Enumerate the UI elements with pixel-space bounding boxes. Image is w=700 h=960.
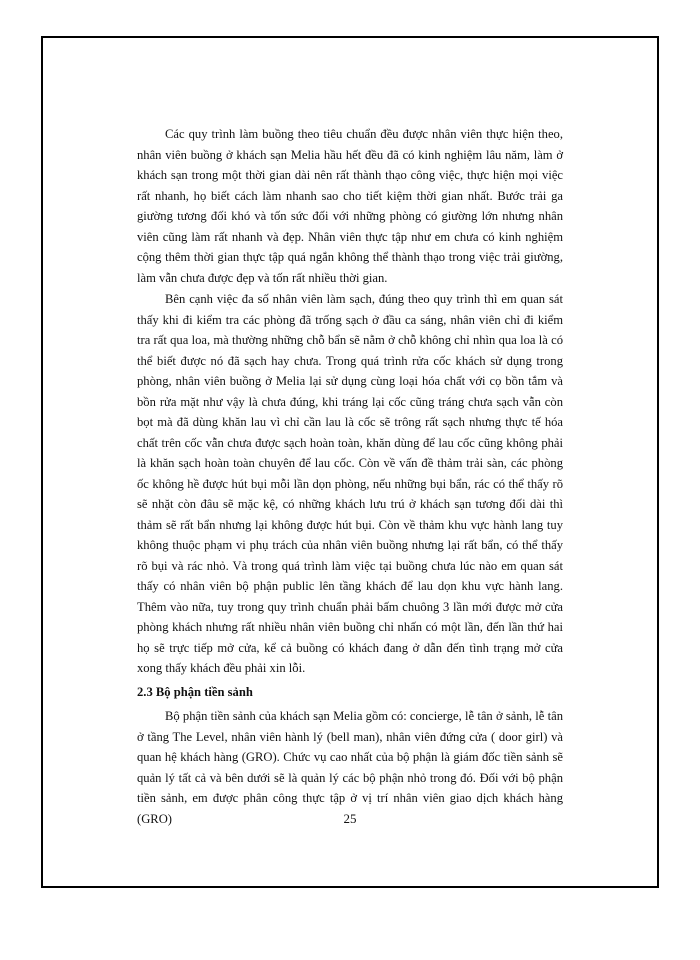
section-heading: 2.3 Bộ phận tiền sảnh (137, 684, 253, 699)
paragraph-front-office: Bộ phận tiền sảnh của khách sạn Melia gồm có: concierge, lễ tân ở sảnh, lễ tân ở tầng The Level, nhân viên hành lý (bell man), nhân viên đứng cửa ( door girl) và quan hệ khách hàng (GRO). Chức vụ cao nhất của bộ phận là giám đốc tiền sảnh sẽ quản lý tất cả và bên dưới sẽ là quản lý các bộ phận nhỏ trong đó. Đối với bộ phận tiền sảnh, em được phân công thực tập ở vị trí nhân viên giao dịch khách hàng (GRO) (137, 709, 563, 826)
page-body (137, 124, 563, 830)
page-number: 25 (343, 811, 357, 826)
paragraph-housekeeping-procedure: Các quy trình làm buồng theo tiêu chuẩn đều được nhân viên thực hiện theo, nhân viên buồng ở khách sạn Melia hầu hết đều đã có kinh nghiệm lâu năm, làm ở khách sạn trong một thời gian dài nên rất thành thạo công việc, thực hiện mọi việc rất nhanh, họ biết cách làm nhanh sao cho tiết kiệm thời gian nhất. Bước trải ga giường tương đối khó và tốn sức đối với những phòng có giường lớn nhưng nhân viên cũng làm rất nhanh và đẹp. Nhân viên thực tập như em chưa có kinh nghiệm cộng thêm thời gian thực tập quá ngắn không thể thành thạo trong việc trải giường, làm vẫn chưa được đẹp và tốn rất nhiều thời gian. (137, 127, 563, 285)
paragraph-housekeeping-observations: Bên cạnh việc đa số nhân viên làm sạch, đúng theo quy trình thì em quan sát thấy khi đi kiểm tra các phòng đã trống sạch ở đầu ca sáng, nhân viên chỉ đi kiểm tra rất qua loa, mà thường những chỗ bẩn sẽ nằm ở chỗ không chỉ nhìn qua loa là có thể biết được nó đã sạch hay chưa. Trong quá trình rửa cốc khách sử dụng trong phòng, nhân viên buồng ở Melia lại sử dụng cùng loại hóa chất với cọ bồn tắm và bồn rửa mặt như vậy là chưa đúng, khi tráng lại cốc cũng tráng chưa sạch vẫn còn bọt mà đã dùng khăn lau vì chỉ cần lau là cốc sẽ trông rất sạch nhưng thực tế hóa chất trên cốc vẫn chưa được sạch hoàn toàn, khăn dùng để lau cốc cũng không phải là khăn sạch hoàn toàn chuyên để lau cốc. Còn về vấn đề thảm trải sàn, các phòng ốc không hề được hút bụi mỗi lần dọn phòng, nếu những bụi bẩn, rác có thể thấy rõ sẽ nhặt còn đâu sẽ mặc kệ, có những khách lưu trú ở khách sạn tương đối dài thì thảm sẽ rất bẩn nhưng lại không được hút bụi. Còn về thảm khu vực hành lang tuy không thuộc phạm vi phụ trách của nhân viên buồng nhưng lại rất bẩn, có thể thấy rõ bụi và rác nhỏ. Và trong quá trình làm việc tại buồng chưa lúc nào em quan sát thấy có nhân viên bộ phận public lên tầng khách để lau dọn khu vực hành lang. Thêm vào nữa, tuy trong quy trình chuẩn phải bấm chuông 3 lần mới được mở cửa phòng khách nhưng rất nhiều nhân viên buồng chỉ nhấn có một lần, đến lần thứ hai họ sẽ trực tiếp mở cửa, kể cả buồng có khách đang ở dẫn đến tình trạng mở cửa xong thấy khách đều phải xin lỗi. (137, 292, 563, 675)
